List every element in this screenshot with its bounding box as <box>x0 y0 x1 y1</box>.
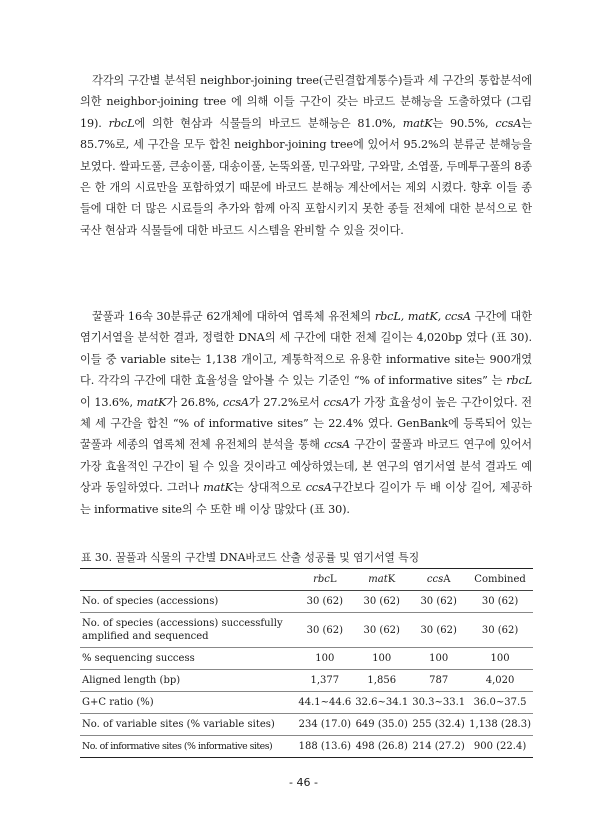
row-label: No. of species (accessions) <box>82 596 219 607</box>
table-cell: 30 (62) <box>363 624 400 636</box>
table-cell: 36.0~37.5 <box>473 697 527 708</box>
header-rbcl: rbcL <box>313 574 337 585</box>
text-run: 가 가장 효율성이 높은 구간이었다. 전체 세 구간을 합친 “% of informative sites” 는 22.4% 였다. GenBank에 등록되어 있는 꿀풀과 세종의 엽록체 전체 유전체의 분석을 통해 <box>80 395 532 452</box>
gene-name: ccsA <box>323 395 350 409</box>
table-cell: 44.1~44.6 <box>298 697 352 708</box>
table-cell: 30 (62) <box>420 596 457 607</box>
text-run: 는 90.5%, <box>432 116 496 130</box>
text-run: 이 13.6%, <box>80 395 137 409</box>
header-matk: matK <box>368 574 396 585</box>
table-cell: 255 (32.4) <box>412 719 465 730</box>
row-label: % sequencing success <box>82 653 195 664</box>
table-cell: 100 <box>490 653 510 664</box>
header-blank-cell <box>80 569 296 591</box>
table-cell: 30 (62) <box>306 624 344 636</box>
gene-name: ccsA <box>495 116 522 130</box>
table-cell: 30 (62) <box>481 624 519 636</box>
row-label: Aligned length (bp) <box>82 675 181 686</box>
table-cell: 4,020 <box>485 675 515 686</box>
table-cell: 188 (13.6) <box>298 741 351 752</box>
table-cell: 649 (35.0) <box>355 719 408 730</box>
barcode-stats-table <box>80 568 533 758</box>
table-cell: 30 (62) <box>363 596 400 607</box>
table-row <box>80 736 533 758</box>
table-row <box>80 613 533 648</box>
row-label: No. of species (accessions) successfully amplified and sequenced <box>82 618 283 642</box>
table-caption: 표 30. 꿀풀과 식물의 구간별 DNA바코드 산출 성공률 및 염기서열 특징 <box>81 551 420 564</box>
table-row <box>80 670 533 692</box>
text-run: 구간보다 길이가 두 배 이상 길어, 제공하는 informative site의 수 또한 배 이상 많았다 (표 30). <box>80 481 532 516</box>
table-cell: 100 <box>315 653 335 664</box>
text-run: 에 의한 현삼과 식물들의 바코드 분해능은 81.0%, <box>134 116 403 130</box>
gene-name: ccsA <box>222 395 249 409</box>
paragraph-lamiaceae-analysis <box>80 306 532 520</box>
gene-name: ccsA <box>324 438 351 452</box>
table-row <box>80 591 533 613</box>
row-label: No. of informative sites (% informative sites) <box>82 741 273 752</box>
table-cell: 234 (17.0) <box>298 719 351 730</box>
gene-name: rbcL <box>506 374 532 388</box>
table-cell: 900 (22.4) <box>473 741 527 752</box>
table-cell: 30.3~33.1 <box>412 697 466 708</box>
table-cell: 30 (62) <box>306 596 344 607</box>
paragraph-barcode-resolution <box>80 70 532 241</box>
gene-name: rbcL <box>108 116 135 130</box>
text-run: 가 27.2%로서 <box>248 395 324 409</box>
text-run: 구간이 꿀풀과 바코드 연구에 있어서 가장 효율적인 구간이 될 수 있을 것이라고 예상하였는데, 본 연구의 염기서열 분석 결과도 예상과 동일하였다. 그러나 <box>80 438 532 495</box>
text-run: 구간에 대한 염기서열을 분석한 결과, 정렬한 DNA의 세 구간에 대한 전체 길이는 4,020bp 였다 (표 30). 이들 중 variable site는 1,138 개이고, 계통학적으로 유용한 informative site는 900개였다. 각각의 구간에 대한 효율성을 알아볼 수 있는 기준인 “% of informative sites” 는 <box>80 310 532 388</box>
gene-name: matK <box>402 116 433 130</box>
header-combined: Combined <box>474 574 526 585</box>
text-run: 는 85.7%로, 세 구간을 모두 합친 neighbor-joining tree에 있어서 95.2%의 분류군 분해능을 보였다. 쌀파도풀, 큰송이풀, 대송이풀, 논뚝외풀, 민구와말, 구와말, 소엽풀, 두메투구풀의 8종은 한 개의 시료만을 포함하였기 때문에 바코드 분해능 계산에서는 제외 시켰다. 향후 이들 종들에 대한 더 많은 시료들의 추가와 함께 아직 포함시키지 못한 종들 전체에 대한 분석으로 한국산 현삼과 식물들에 대한 바코드 시스템을 완비할 수 있을 것이다. <box>80 116 533 237</box>
table-cell: 214 (27.2) <box>412 741 465 752</box>
header-ccsa: ccsA <box>426 574 451 585</box>
row-label: G+C ratio (%) <box>82 697 154 708</box>
table-header-row <box>80 569 533 591</box>
table-cell: 30 (62) <box>481 596 519 607</box>
text-run: 는 상대적으로 <box>233 481 306 495</box>
row-label: No. of variable sites (% variable sites) <box>82 719 275 730</box>
gene-name: matK <box>136 395 167 409</box>
table-row <box>80 692 533 714</box>
table-row <box>80 648 533 670</box>
table-cell: 498 (26.8) <box>355 741 408 752</box>
table-cell: 1,856 <box>367 675 397 686</box>
table-cell: 1,138 (28.3) <box>469 719 531 730</box>
page-number: - 46 - <box>289 776 318 789</box>
gene-name: matK <box>203 481 234 495</box>
text-run: 꿀풀과 16속 30분류군 62개체에 대하여 엽록체 유전체의 <box>92 310 375 323</box>
gene-name: rbcL, matK, ccsA <box>374 310 471 323</box>
text-run: 가 26.8%, <box>166 395 223 409</box>
table-row <box>80 714 533 736</box>
table-cell: 30 (62) <box>420 624 457 636</box>
text-run: 각각의 구간별 분석된 neighbor-joining tree(근린결합계통수)들과 세 구간의 통합분석에 의한 neighbor-joining tree 에 의해 이들 구간이 갖는 바코드 분해능을 도출하였다 (그림 19). <box>80 74 532 130</box>
table-cell: 100 <box>372 653 392 664</box>
gene-name: ccsA <box>305 481 332 495</box>
table-cell: 787 <box>429 675 449 686</box>
table-cell: 32.6~34.1 <box>355 697 409 708</box>
table-cell: 100 <box>429 653 449 664</box>
table-cell: 1,377 <box>310 675 340 686</box>
